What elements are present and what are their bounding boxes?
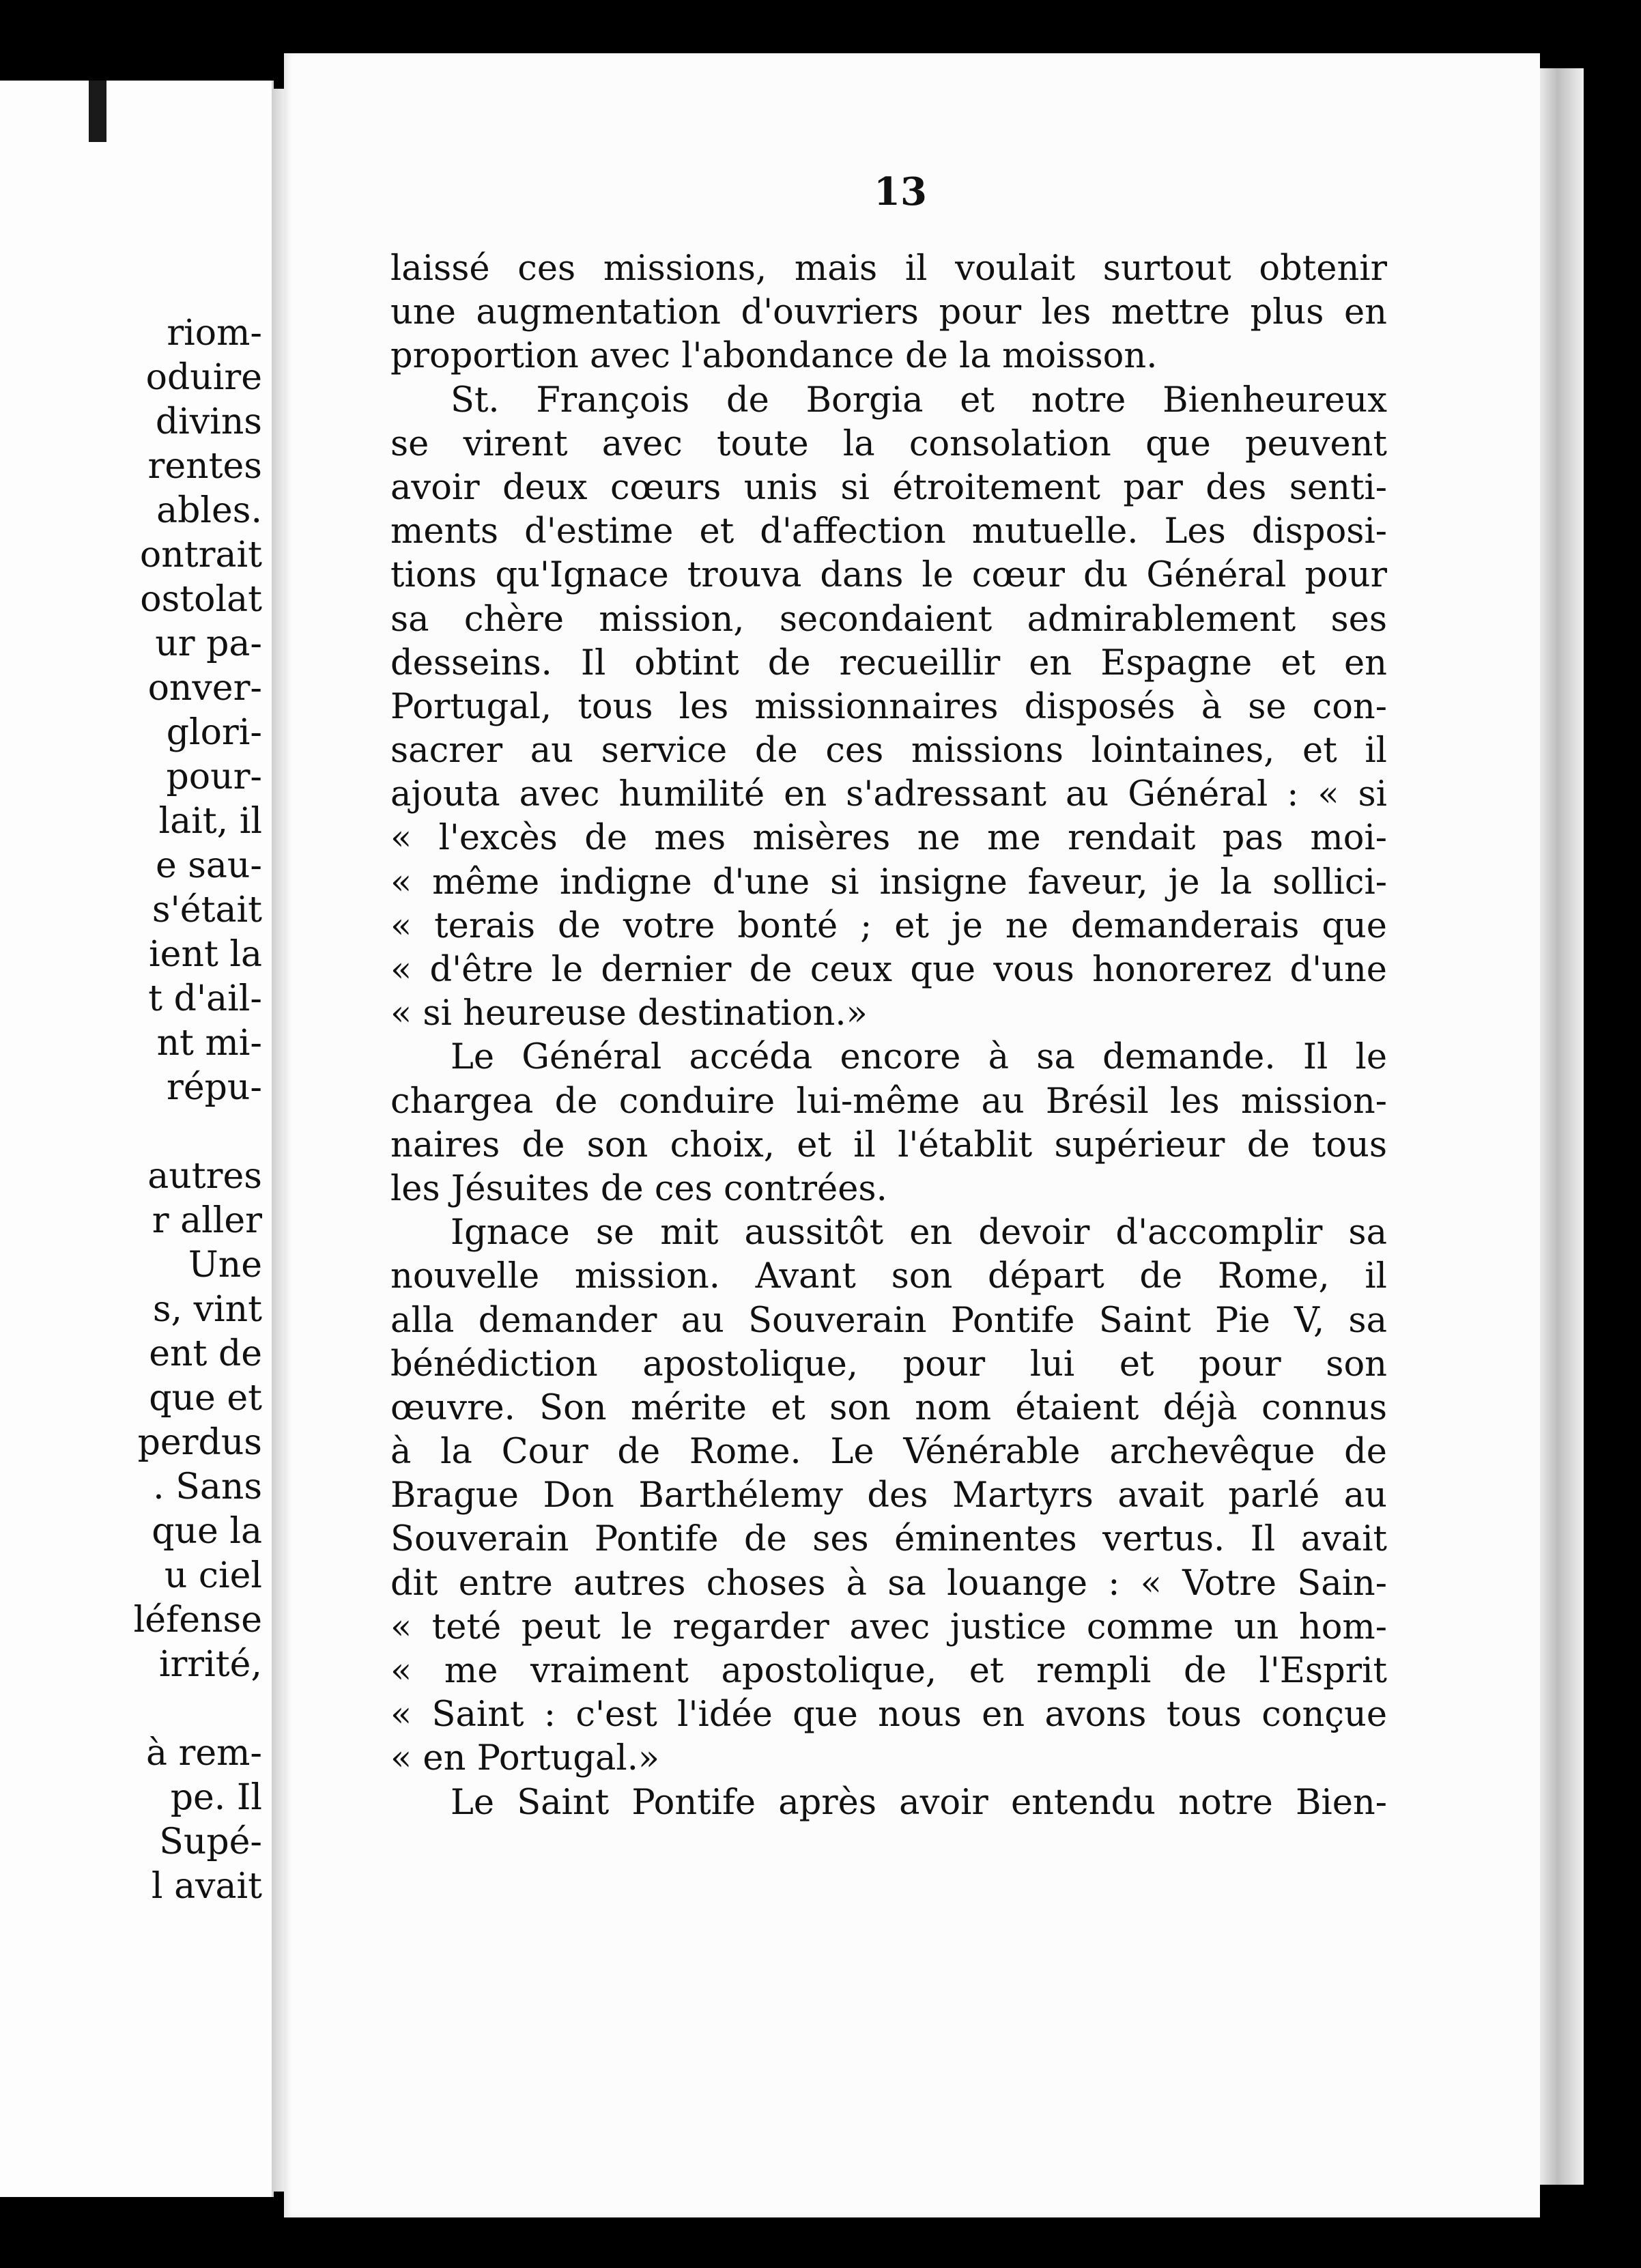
left-line: Supé- [159, 1822, 262, 1862]
text-line: chargea de conduire lui-même au Brésil les mission- [390, 1081, 1387, 1122]
page-body-text [390, 247, 1387, 1825]
left-line: que et [149, 1378, 262, 1419]
left-line: t d'ail- [148, 978, 262, 1019]
text-line: une augmentation d'ouvriers pour les mettre plus en [390, 292, 1387, 333]
text-line: se virent avec toute la consolation que peuvent [390, 423, 1387, 464]
paragraph-first-line: St. François de Borgia et notre Bienheureux [451, 380, 1387, 421]
left-line: rentes [147, 446, 262, 487]
text-line: œuvre. Son mérite et son nom étaient déjà connus [390, 1387, 1387, 1428]
paragraph-first-line: Le Général accéda encore à sa demande. Il le [451, 1037, 1387, 1078]
text-line: sacrer au service de ces missions lointaines, et il [390, 731, 1387, 771]
text-line: dit entre autres choses à sa louange : « Votre Sain- [390, 1563, 1387, 1604]
text-line: « terais de votre bonté ; et je ne demanderais que [390, 905, 1387, 946]
left-line: pe. Il [170, 1777, 262, 1818]
text-line: proportion avec l'abondance de la moisson. [390, 336, 1158, 377]
left-line: ur pa- [155, 623, 262, 664]
text-line: nouvelle mission. Avant son départ de Rome, il [390, 1256, 1387, 1297]
text-line: Brague Don Barthélemy des Martyrs avait parlé au [390, 1475, 1387, 1516]
text-line: « l'excès de mes misères ne me rendait pas moi- [390, 818, 1387, 859]
left-line: oduire [145, 357, 262, 398]
paragraph-first-line: Le Saint Pontife après avoir entendu notre Bien- [451, 1782, 1387, 1823]
paragraph-first-line: Ignace se mit aussitôt en devoir d'accomplir sa [451, 1213, 1387, 1253]
left-line: onver- [147, 668, 262, 709]
left-line: lait, il [158, 801, 262, 842]
text-line: les Jésuites de ces contrées. [390, 1168, 887, 1209]
binding-mark [89, 81, 106, 142]
text-line: « si heureuse destination.» [390, 993, 868, 1034]
left-line: pour- [166, 756, 262, 797]
text-line: naires de son choix, et il l'établit supérieur de tous [390, 1124, 1387, 1165]
left-page [0, 81, 274, 2197]
text-line: tions qu'Ignace trouva dans le cœur du Général pour [390, 555, 1387, 596]
text-line: Portugal, tous les missionnaires disposés à se con- [390, 686, 1387, 727]
text-line: « en Portugal.» [390, 1738, 660, 1779]
left-line: . Sans [153, 1466, 262, 1507]
text-line: ments d'estime et d'affection mutuelle. Les disposi- [390, 511, 1387, 552]
left-line: ient la [149, 934, 262, 975]
text-line: « me vraiment apostolique, et rempli de l'Esprit [390, 1651, 1387, 1691]
left-line-blank [0, 1110, 262, 1154]
left-line: glori- [166, 712, 262, 753]
text-line: « d'être le dernier de ceux que vous honorerez d'une [390, 950, 1387, 990]
left-line: s, vint [152, 1289, 262, 1330]
page-edge [1540, 68, 1584, 2185]
left-line: que la [152, 1511, 262, 1552]
left-line: répu- [167, 1067, 262, 1108]
left-line: perdus [137, 1422, 262, 1463]
left-line: nt mi- [156, 1023, 262, 1064]
text-line: alla demander au Souverain Pontife Saint Pie V, sa [390, 1300, 1387, 1341]
left-line: irrité, [158, 1644, 262, 1685]
left-line-blank [0, 1687, 262, 1731]
left-line: à rem- [145, 1733, 262, 1774]
left-line: s'était [152, 890, 262, 931]
text-line: à la Cour de Rome. Le Vénérable archevêque de [390, 1432, 1387, 1473]
left-line: léfense [133, 1600, 262, 1641]
left-line: l avait [151, 1866, 262, 1907]
left-line: ables. [156, 490, 262, 531]
left-line: Une [188, 1245, 262, 1286]
left-line: ontrait [139, 535, 262, 576]
text-line: bénédiction apostolique, pour lui et pour son [390, 1344, 1387, 1385]
text-line: « teté peut le regarder avec justice comme un hom- [390, 1606, 1387, 1647]
text-line: laissé ces missions, mais il voulait surtout obtenir [390, 249, 1387, 289]
text-line: « même indigne d'une si insigne faveur, je la sollici- [390, 862, 1387, 903]
left-line: r aller [152, 1200, 262, 1241]
text-line: desseins. Il obtint de recueillir en Espagne et en [390, 642, 1387, 683]
text-line: sa chère mission, secondaient admirablement ses [390, 599, 1387, 640]
page-number: 13 [874, 169, 927, 214]
left-line: riom- [167, 313, 262, 354]
left-line: e sau- [155, 845, 262, 886]
left-line: ostolat [140, 579, 262, 620]
text-line: « Saint : c'est l'idée que nous en avons tous conçue [390, 1695, 1387, 1735]
left-line: u ciel [164, 1555, 262, 1596]
text-line: ajouta avec humilité en s'adressant au Général : « si [390, 774, 1387, 815]
left-line: divins [155, 401, 262, 442]
left-line: ent de [149, 1333, 262, 1374]
text-line: avoir deux cœurs unis si étroitement par des senti- [390, 467, 1387, 508]
left-page-text [0, 311, 262, 1909]
text-line: Souverain Pontife de ses éminentes vertus. Il avait [390, 1519, 1387, 1560]
left-line: autres [147, 1156, 262, 1197]
